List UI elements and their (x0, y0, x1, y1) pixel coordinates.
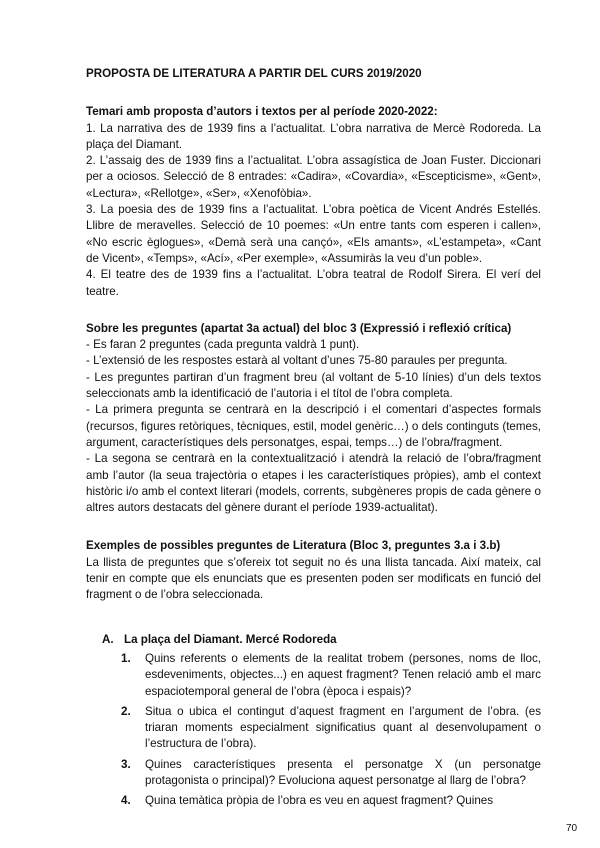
document-page (86, 60, 541, 814)
question-number: 1. (121, 651, 131, 665)
question-item (121, 757, 541, 790)
temari-item: 4. El teatre des de 1939 fins a l’actualitat. L’obra teatral de Rodolf Sirera. El verí del teatre. (86, 268, 541, 298)
question-item (121, 651, 541, 700)
preguntes-heading: Sobre les preguntes (apartat 3a actual) del bloc 3 (Expressió i reflexió crítica) (86, 321, 512, 335)
question-text: Situa o ubica el contingut d’aquest fragment en l’argument de l’obra. (es triaran moments especialment significatius quant al desenvolupament o l’estructura de l’obra). (145, 704, 541, 751)
question-text: Quins referents o elements de la realitat trobem (persones, noms de lloc, esdeveniments, objectes...) en aquest fragment? Tenen relació amb el marc espaciotemporal general de l’obra (època i espais)? (145, 651, 541, 698)
section-a-heading (102, 632, 541, 648)
question-number: 3. (121, 757, 131, 771)
exemples-heading: Exemples de possibles preguntes de Literatura (Bloc 3, preguntes 3.a i 3.b) (86, 539, 501, 553)
preguntes-item: - Les preguntes partiran d’un fragment breu (al voltant de 5-10 línies) d’un dels textos seleccionats amb la identificació de l’autoria i el títol de l’obra completa. (86, 370, 541, 401)
question-text: Quina temàtica pròpia de l’obra es veu en aquest fragment? Quines (145, 794, 494, 808)
document-title: PROPOSTA DE LITERATURA A PARTIR DEL CURS 2019/2020 (86, 67, 422, 80)
question-list (86, 651, 541, 810)
temari-heading: Temari amb proposta d’autors i textos per al període 2020-2022: (86, 105, 438, 119)
section-a-title: La plaça del Diamant. Mercé Rodoreda (124, 632, 337, 646)
preguntes-item: - La segona se centrarà en la contextualització i atendrà la relació de l’obra/fragment amb l’autor (la seua trajectòria o etapes i les característiques pròpies), amb el context històric i/o amb el context literari (models, corrents, subgèneres propis de cada gènere o altres autors destacats del gènere durant el període 1939-actualitat). (86, 452, 541, 515)
exemples-intro: La llista de preguntes que s’ofereix tot seguit no és una llista tancada. Així mateix, cal tenir en compte que els enunciats que es presenten poden ser modificats en funció del fragment o de l’obra seleccionada. (86, 555, 541, 602)
question-number: 2. (121, 704, 131, 718)
section-a-letter: A. (102, 632, 114, 646)
page-number: 70 (566, 823, 578, 834)
question-item (121, 793, 541, 809)
question-text: Quines característiques presenta el personatge X (un personatge protagonista o principal)? Evoluciona aquest personatge al llarg de l’obra? (145, 757, 541, 787)
preguntes-item: - L’extensió de les respostes estarà al voltant d’unes 75-80 paraules per pregunta. (86, 354, 508, 368)
question-item (121, 704, 541, 753)
preguntes-item: - Es faran 2 preguntes (cada pregunta valdrà 1 punt). (86, 338, 360, 352)
temari-item: 1. La narrativa des de 1939 fins a l’actualitat. L’obra narrativa de Mercè Rodoreda. La plaça del Diamant. (86, 121, 541, 151)
temari-item: 3. La poesia des de 1939 fins a l’actualitat. L’obra poètica de Vicent Andrés Estellés. Llibre de meravelles. Selecció de 10 poemes: «Un entre tants com esperen i callen», «No escric èglogues», «Demà serà una cançó», «Els amants», «L’estampeta», «Cant de Vicent», «Temps», «Ací», «Per exemple», «Assumiràs la veu d’un poble». (86, 203, 541, 265)
temari-item: 2. L’assaig des de 1939 fins a l’actualitat. L’obra assagística de Joan Fuster. Diccionari per a ociosos. Selecció de 8 entrades: «Cadira», «Covardia», «Escepticisme», «Gent», «Lectura», «Rellotge», «Ser», «Xenofòbia». (86, 154, 541, 200)
question-number: 4. (121, 794, 131, 808)
preguntes-item: - La primera pregunta se centrarà en la descripció i el comentari d’aspectes formals (recursos, figures retòriques, tècniques, estil, model genèric…) o dels continguts (temes, argument, característiques dels personatges, espai, temps…) de l’obra/fragment. (86, 403, 541, 449)
